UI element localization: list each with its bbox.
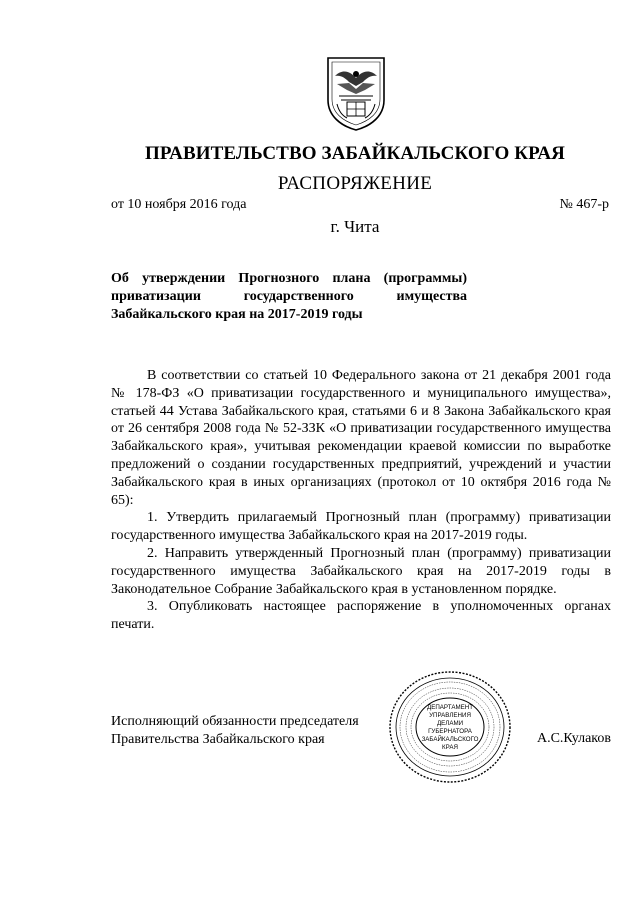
document-body	[111, 367, 611, 634]
seal-text-line: КРАЯ	[442, 744, 458, 751]
seal-text-line: ГУБЕРНАТОРА	[428, 728, 472, 735]
signatory-title-line: Исполняющий обязанности председателя	[111, 714, 359, 729]
signatory-title	[111, 713, 359, 749]
organization-title: ПРАВИТЕЛЬСТВО ЗАБАЙКАЛЬСКОГО КРАЯ	[144, 143, 565, 164]
seal-text-line: ДЕЛАМИ	[436, 720, 464, 727]
document-subject	[111, 270, 467, 324]
body-paragraph: В соответствии со статьей 10 Федерального закона от 21 декабря 2001 года № 178-ФЗ «О приватизации государственного и муниципального имущества», статьей 44 Устава Забайкальского края, статьями 6 и 8 Закона Забайкальского края от 26 сентября 2008 года № 52-ЗЗК «О приватизации государственного имущества Забайкальского края», учитывая рекомендации краевой комиссии по выработке предложений о создании государственных предприятий, учреждений и участии Забайкальского края в иных организациях (протокол от 10 октября 2016 года № 65):	[111, 368, 611, 508]
document-type: РАСПОРЯЖЕНИЕ	[277, 173, 433, 194]
signatory-title-line: Правительства Забайкальского края	[111, 732, 325, 747]
document-city: г. Чита	[330, 217, 380, 236]
subject-line: Забайкальского края на 2017-2019 годы	[111, 307, 363, 322]
official-seal-icon	[385, 667, 515, 787]
seal-text-line: УПРАВЛЕНИЯ	[429, 712, 471, 719]
body-paragraph: 2. Направить утвержденный Прогнозный план (программу) приватизации государственного имущества Забайкальского края на 2017-2019 годы в Законодательное Собрание Забайкальского края в установленном порядке.	[111, 545, 611, 597]
document-date: от 10 ноября 2016 года	[111, 197, 247, 212]
subject-line: Об утверждении Прогнозного плана (программы)	[111, 271, 467, 286]
signatory-name: А.С.Кулаков	[536, 731, 611, 746]
seal-text-line: ЗАБАЙКАЛЬСКОГО	[421, 736, 479, 743]
seal-text-line: ДЕПАРТАМЕНТ	[427, 704, 473, 711]
document-number: № 467-р	[559, 197, 609, 212]
subject-line: приватизации государственного имущества	[111, 289, 467, 304]
body-paragraph: 1. Утвердить прилагаемый Прогнозный план (программу) приватизации государственного имущества Забайкальского края на 2017-2019 годы.	[111, 510, 611, 544]
body-paragraph: 3. Опубликовать настоящее распоряжение в уполномоченных органах печати.	[111, 599, 611, 633]
coat-of-arms-icon	[325, 56, 387, 132]
